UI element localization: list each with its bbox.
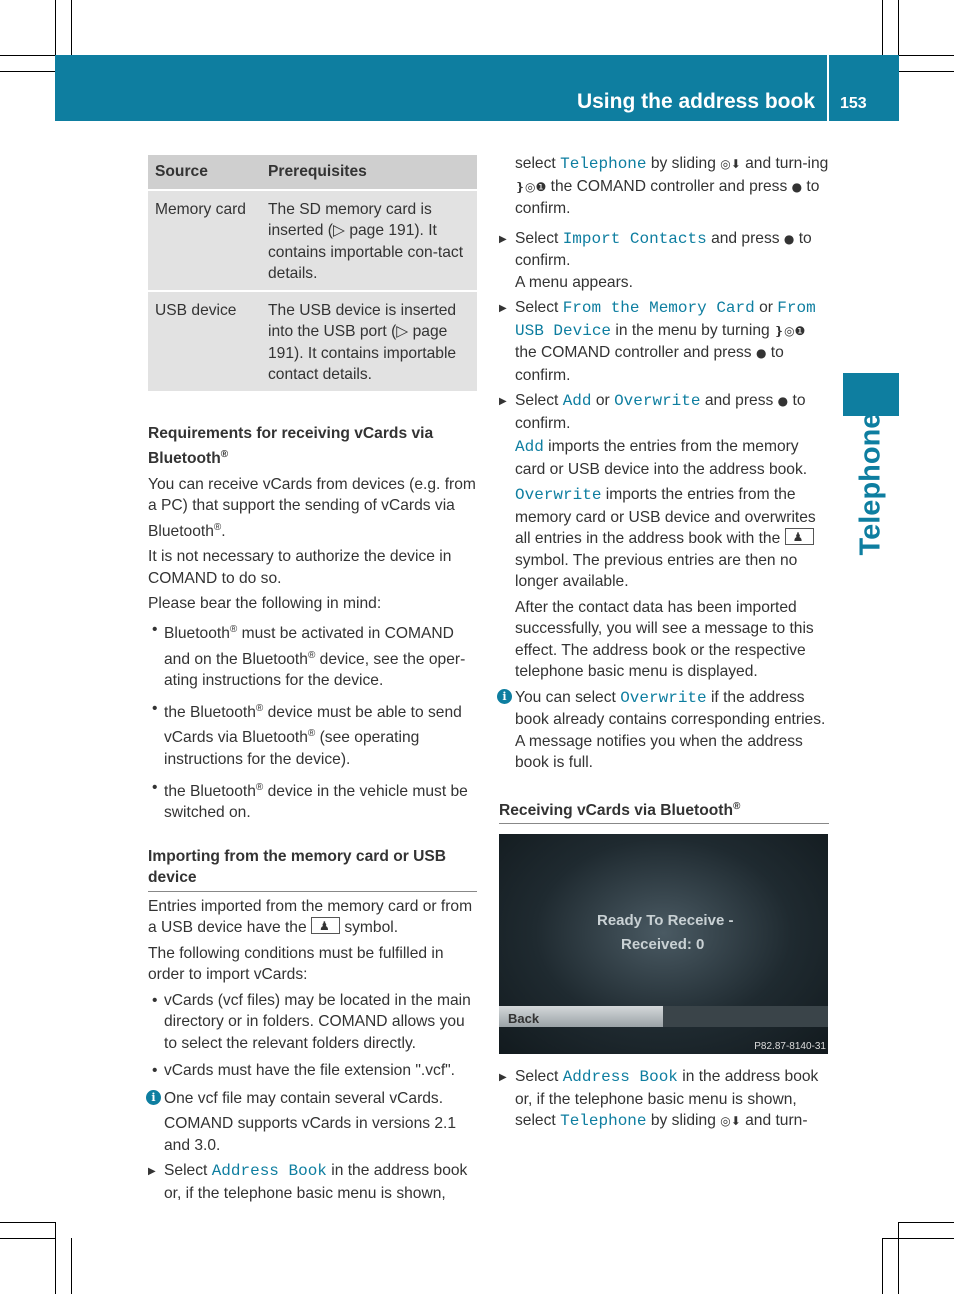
screen-back-bar: Back xyxy=(499,1006,663,1027)
turn-controller-icon: ❵◎❶ xyxy=(515,179,547,194)
list-item: • Bluetooth® must be activated in COMAND and on the Bluetooth® device, see the oper-ating instructions for the device. xyxy=(148,619,477,692)
table-header: Source xyxy=(148,155,261,190)
turn-controller-icon: ❵◎❶ xyxy=(774,323,806,338)
crop-mark xyxy=(71,1238,72,1294)
instruction-step: ▶ Select Import Contacts and press ● to confirm. A menu appears. xyxy=(499,228,829,294)
screen-bar xyxy=(663,1006,828,1027)
page-title: Using the address book xyxy=(576,90,815,113)
image-reference: P82.87-8140-31 xyxy=(754,1041,826,1053)
info-note: i You can select Overwrite if the address book already contains corresponding entries. A message notifies you when the address book is full. xyxy=(499,687,829,774)
prerequisites-table xyxy=(148,155,477,393)
paragraph: Entries imported from the memory card or from a USB device have the ♟ symbol. xyxy=(148,896,477,939)
table-row xyxy=(148,291,477,392)
info-icon: i xyxy=(497,689,512,704)
list-item: • the Bluetooth® device must be able to send vCards via Bluetooth® (see operating instructions for the device). xyxy=(148,698,477,771)
paragraph: You can receive vCards from devices (e.g. from a PC) that support the sending of vCards via Bluetooth®. xyxy=(148,475,476,540)
crop-mark xyxy=(898,0,899,55)
chapter-tab xyxy=(843,373,899,416)
instruction-step: ▶ Select Add or Overwrite and press ● to confirm. xyxy=(499,390,829,434)
list-item: • the Bluetooth® device in the vehicle must be switched on. xyxy=(148,777,477,824)
slide-down-icon: ◎⬇ xyxy=(720,157,741,171)
crop-mark xyxy=(0,71,55,72)
screen-text: Ready To Receive - xyxy=(597,912,734,930)
paragraph: COMAND supports vCards in versions 2.1 and 3.0. xyxy=(164,1115,457,1154)
instruction-step: ▶ Select Address Book in the address book or, if the telephone basic menu is shown, select Telephone by sliding ◎⬇ and turn- xyxy=(499,1066,829,1133)
page-header xyxy=(55,55,899,121)
info-icon: i xyxy=(146,1090,161,1105)
screen-text: Received: 0 xyxy=(621,936,705,954)
crop-mark xyxy=(0,1222,55,1223)
list-item: • vCards must have the file extension ".vcf". xyxy=(148,1060,477,1082)
crop-mark xyxy=(882,0,883,55)
table-cell: USB device xyxy=(148,291,261,392)
paragraph: Please bear the following in mind: xyxy=(148,595,382,613)
crop-mark xyxy=(899,1222,954,1223)
bullet-list xyxy=(148,619,477,824)
instruction-step: ▶ Select From the Memory Card or From USB Device in the menu by turning ❵◎❶ the COMAND controller and press ● to confirm. xyxy=(499,297,829,386)
paragraph: Add imports the entries from the memory card or USB device into the address book. xyxy=(515,438,808,478)
table-cell: The USB device is inserted into the USB port (▷ page 191). It contains importable contact details. xyxy=(261,291,477,392)
page-number: 153 xyxy=(840,95,867,112)
paragraph: After the contact data has been imported successfully, you will see a message to this effect. The address book or the respective telephone basic menu is displayed. xyxy=(515,598,814,680)
press-controller-icon: ● xyxy=(777,394,789,408)
crop-mark xyxy=(0,55,55,56)
crop-mark xyxy=(899,55,954,56)
crop-mark xyxy=(55,0,56,55)
paragraph: select Telephone by sliding ◎⬇ and turn-ing ❵◎❶ the COMAND controller and press ● to confirm. xyxy=(515,155,829,217)
crop-mark xyxy=(71,0,72,55)
comand-screenshot xyxy=(499,834,828,1054)
address-book-symbol-icon xyxy=(311,917,340,934)
crop-mark xyxy=(882,1238,883,1294)
paragraph: Overwrite imports the entries from the memory card or USB device and overwrites all entries in the address book with the ♟ symbol. The previous entries are then no longer available. xyxy=(499,484,829,593)
crop-mark xyxy=(898,1222,899,1294)
crop-mark xyxy=(882,1238,954,1239)
crop-mark xyxy=(899,71,954,72)
info-note: i One vcf file may contain several vCards. xyxy=(148,1088,477,1110)
chapter-label: Telephone xyxy=(854,412,887,556)
table-cell: Memory card xyxy=(148,190,261,291)
crop-mark xyxy=(55,1222,56,1294)
press-controller-icon: ● xyxy=(783,231,795,246)
bullet-list xyxy=(148,990,477,1082)
table-header: Prerequisites xyxy=(261,155,477,190)
address-book-symbol-icon xyxy=(785,528,814,545)
left-column xyxy=(148,155,477,1208)
list-item: • vCards (vcf files) may be located in the main directory or in folders. COMAND allows you to select the relevant folders directly. xyxy=(148,990,477,1055)
press-controller-icon: ● xyxy=(791,179,803,194)
section-heading: Receiving vCards via Bluetooth® xyxy=(499,796,829,825)
table-cell: The SD memory card is inserted (▷ page 191). It contains importable con-tact details. xyxy=(261,190,477,291)
press-controller-icon: ● xyxy=(755,346,767,360)
instruction-step: ▶ Select Address Book in the address book or, if the telephone basic menu is shown, xyxy=(148,1160,477,1204)
paragraph: It is not necessary to authorize the device in COMAND to do so. xyxy=(148,548,452,587)
header-divider xyxy=(827,55,829,121)
right-column xyxy=(499,153,829,1137)
section-heading: Importing from the memory card or USB device xyxy=(148,846,477,892)
slide-down-icon: ◎⬇ xyxy=(720,1114,741,1129)
crop-mark xyxy=(0,1238,55,1239)
subheading: Requirements for receiving vCards via Bluetooth® xyxy=(148,424,434,468)
paragraph: The following conditions must be fulfilled in order to import vCards: xyxy=(148,944,444,984)
table-row xyxy=(148,190,477,291)
